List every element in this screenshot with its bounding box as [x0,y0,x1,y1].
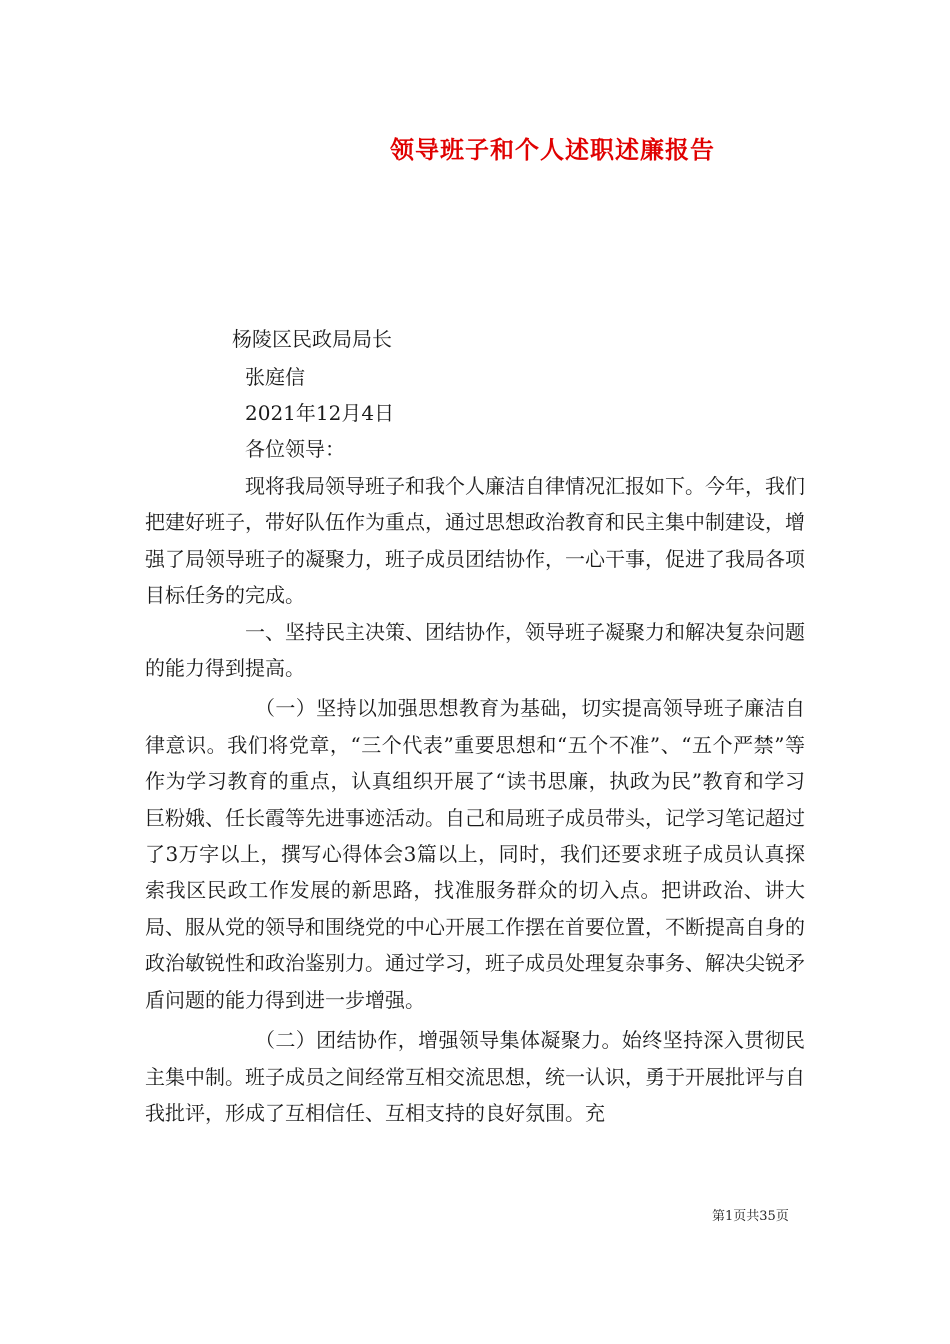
document-title: 领导班子和个人述职述廉报告 [390,135,715,164]
report-date: 2021年12月4日 [245,401,395,425]
author-position: 杨陵区民政局局长 [232,327,392,351]
paragraph-intro: 现将我局领导班子和我个人廉洁自律情况汇报如下。今年，我们把建好班子，带好队伍作为重点，通过思想政治教育和民主集中制建设，增强了局领导班子的凝聚力，班子成员团结协作，一心干事，促进了我局各项目标任务的完成。 [145,474,805,608]
section-heading-1: 一、坚持民主决策、团结协作，领导班子凝聚力和解决复杂问题的能力得到提高。 [145,619,805,681]
paragraph-subsection-1: （一）坚持以加强思想教育为基础，切实提高领导班子廉洁自律意识。我们将党章，“三个代表”重要思想和“五个不准”、“五个严禁”等作为学习教育的重点，认真组织开展了“读书思廉，执政为民”教育和学习巨粉娥、任长霞等先进事迹活动。自己和局班子成员带头，记学习笔记超过了3万字以上，撰写心得体会3篇以上，同时，我们还要求班子成员认真探索我区民政工作发展的新思路，找准服务群众的切入点。把讲政治、讲大局、服从党的领导和围绕党的中心开展工作摆在首要位置，不断提高自身的政治敏锐性和政治鉴别力。通过学习，班子成员处理复杂事务、解决尖锐矛盾问题的能力得到进一步增强。 [145,696,805,1012]
report-body [145,468,805,1131]
author-name: 张庭信 [245,365,305,389]
salutation: 各位领导： [245,437,345,461]
paragraph-subsection-2: （二）团结协作，增强领导集体凝聚力。始终坚持深入贯彻民主集中制。班子成员之间经常互相交流思想，统一认识，勇于开展批评与自我批评，形成了互相信任、互相支持的良好氛围。充 [145,1028,805,1125]
page-number: 第1页共35页 [712,1209,789,1224]
